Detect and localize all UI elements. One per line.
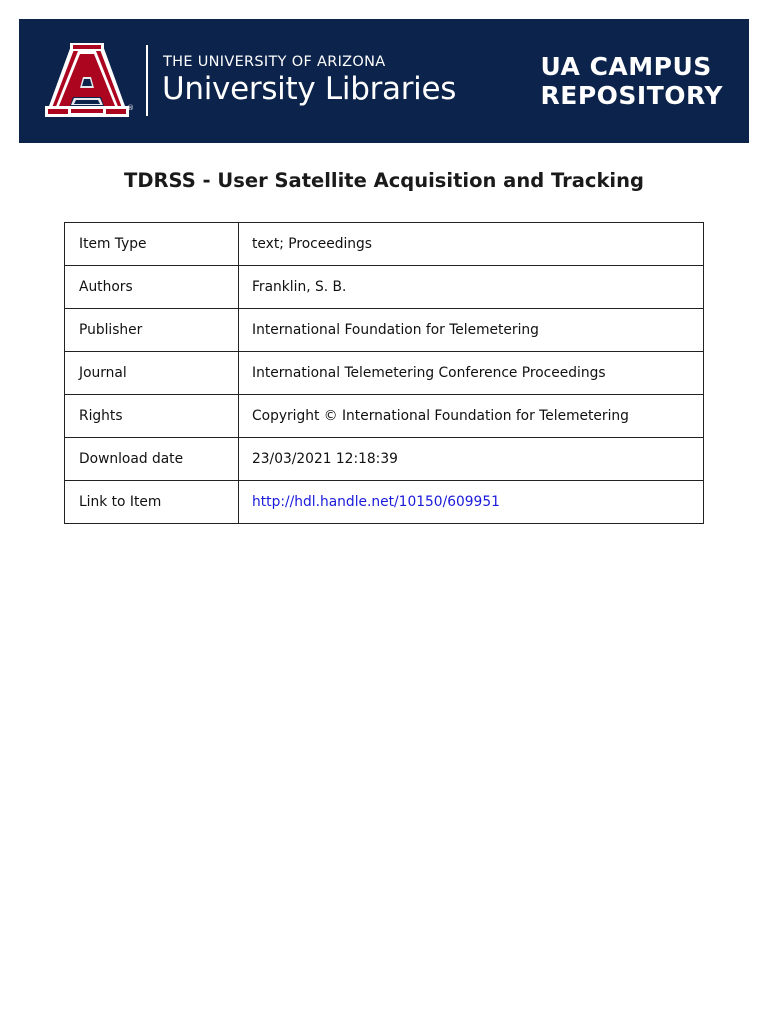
table-row (65, 438, 704, 481)
row-label: Download date (65, 438, 239, 481)
row-value: International Foundation for Telemetering (239, 309, 704, 352)
row-label: Item Type (65, 223, 239, 266)
table-row (65, 309, 704, 352)
campus-repository-label: UA CAMPUS REPOSITORY (540, 52, 723, 110)
libraries-name: University Libraries (162, 71, 457, 107)
university-name: THE UNIVERSITY OF ARIZONA (163, 54, 386, 70)
document-title: TDRSS - User Satellite Acquisition and Tracking (124, 169, 644, 192)
table-row (65, 223, 704, 266)
row-value: International Telemetering Conference Proceedings (239, 352, 704, 395)
row-label: Rights (65, 395, 239, 438)
metadata-table (64, 222, 704, 524)
row-label: Authors (65, 266, 239, 309)
row-value: Franklin, S. B. (239, 266, 704, 309)
banner-divider (146, 45, 148, 116)
table-row (65, 395, 704, 438)
row-value: text; Proceedings (239, 223, 704, 266)
table-row (65, 266, 704, 309)
row-value: 23/03/2021 12:18:39 (239, 438, 704, 481)
row-value (239, 481, 704, 524)
row-label: Journal (65, 352, 239, 395)
item-link[interactable]: http://hdl.handle.net/10150/609951 (252, 494, 500, 510)
row-value: Copyright © International Foundation for Telemetering (239, 395, 704, 438)
row-label: Publisher (65, 309, 239, 352)
table-row (65, 352, 704, 395)
table-row (65, 481, 704, 524)
registered-mark: ® (127, 104, 134, 112)
row-label: Link to Item (65, 481, 239, 524)
header-banner (19, 19, 749, 143)
arizona-a-logo-icon (45, 43, 129, 117)
